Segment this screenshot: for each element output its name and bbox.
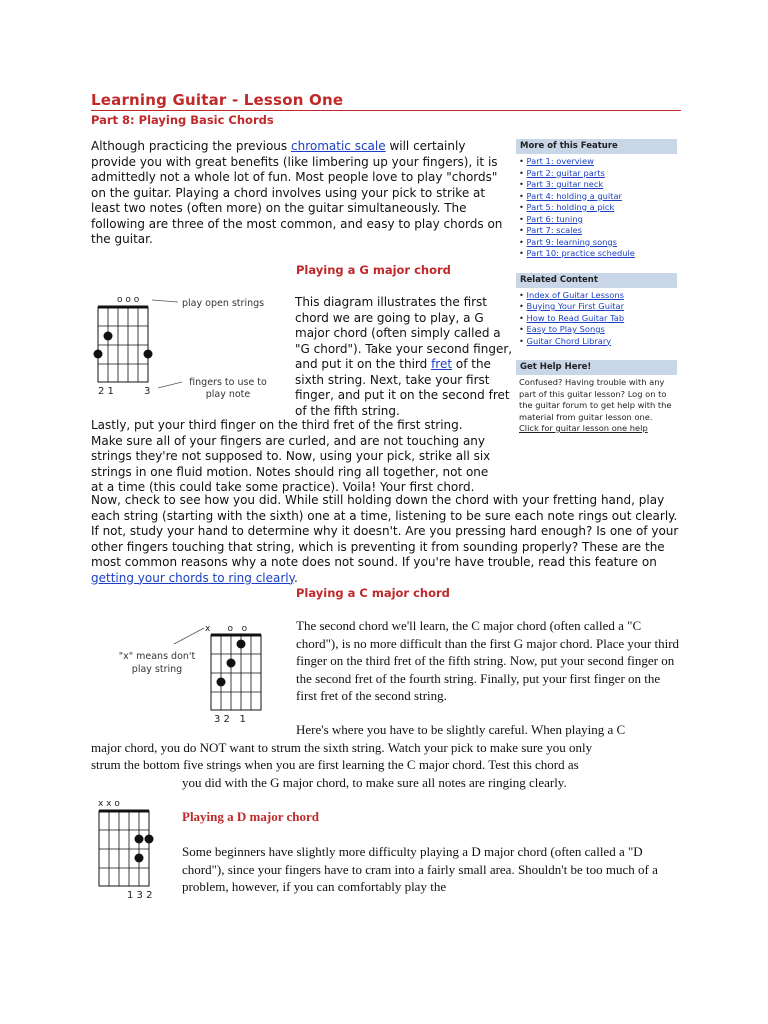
- fret-link[interactable]: fret: [431, 357, 453, 371]
- related-box-title: Related Content: [516, 273, 677, 288]
- c-fingering: 3 2 1: [214, 714, 246, 725]
- g-fingering-right: 3: [144, 386, 151, 397]
- c-chord-heading: Playing a C major chord: [296, 586, 450, 600]
- related-item[interactable]: • Easy to Play Songs: [519, 324, 677, 336]
- related-item[interactable]: • Index of Guitar Lessons: [519, 290, 677, 302]
- feature-item[interactable]: • Part 2: guitar parts: [519, 168, 677, 180]
- d-chord-heading: Playing a D major chord: [182, 809, 319, 824]
- feature-item[interactable]: • Part 6: tuning: [519, 214, 677, 226]
- related-list: [516, 290, 677, 348]
- sidebar: [516, 139, 677, 435]
- d-finger-dot: [135, 835, 144, 844]
- help-box-title: Get Help Here!: [516, 360, 677, 375]
- d-finger-dot: [135, 854, 144, 863]
- d-chord-diagram: [94, 796, 164, 906]
- feature-item[interactable]: • Part 4: holding a guitar: [519, 191, 677, 203]
- c-label-dont-play: "x" means don't play string: [118, 651, 196, 675]
- g-chord-paragraph-2: Lastly, put your third finger on the third fret of the first string. Make sure all of your fingers are curled, and are not touching any strings they're not supposed to. Now, using your pick, strike all six strings in one fluid motion. Notes should ring all together, not one at a time (this could take some practice). Voila! Your first chord.: [91, 418, 491, 494]
- related-item[interactable]: • Buying Your First Guitar: [519, 301, 677, 313]
- d-fingering: 1 3 2: [127, 890, 153, 901]
- title-divider: [91, 110, 681, 111]
- g-open-marks: o o o: [117, 295, 140, 305]
- g-fingering-left: 2 1: [98, 386, 114, 397]
- ring-clearly-link[interactable]: getting your chords to ring clearly: [91, 570, 295, 585]
- page-subtitle: Part 8: Playing Basic Chords: [91, 113, 274, 127]
- g-finger-dot: [94, 350, 103, 359]
- related-item[interactable]: • Guitar Chord Library: [519, 336, 677, 348]
- intro-paragraph: Although practicing the previous chromatic scale will certainly provide you with great benefits (like limbering up your fingers), it is admittedly not a whole lot of fun. Most people love to play "chords" on the guitar. Playing a chord involves using your pick to strike at least two notes (often more) on the guitar simultaneously. The following are three of the most common, and easy to play chords on the guitar.: [91, 139, 503, 246]
- c-label-pointer: [174, 628, 204, 644]
- c-chord-paragraph: The second chord we'll learn, the C major chord (often called a "C chord"), is no more difficult than the first G major chord. Place your third finger on the third fret of the fifth string. Now, put your second finger on the second fret of the fourth string. Finally, put your first finger on the first fret of the second string.: [296, 618, 680, 703]
- feature-item[interactable]: • Part 5: holding a pick: [519, 202, 677, 214]
- c-fretboard: [211, 635, 261, 710]
- related-item[interactable]: • How to Read Guitar Tab: [519, 313, 677, 325]
- g-chord-check-paragraph: Now, check to see how you did. While still holding down the chord with your fretting hand, play each string (starting with the sixth) one at a time, listening to be sure each note rings out clearly. If not, study your hand to determine why it doesn't. Are you pressing hard enough? Is one of your other fingers touching that string, which is preventing it from sounding properly? These are the most common reasons why a note does not sound. If you're have trouble, read this feature on getting your chords to ring clearly.: [91, 493, 679, 585]
- d-top-marks: x x o: [98, 799, 120, 809]
- g-label-open: play open strings: [182, 298, 265, 309]
- c-finger-dot: [227, 659, 236, 668]
- g-chord-heading: Playing a G major chord: [296, 263, 451, 277]
- d-chord-paragraph: Some beginners have slightly more difficulty playing a D major chord (often called a "D chord"), since your fingers have to cram into a fairly small area. Shouldn't be too much of a problem, however, if you can comfortably play the: [182, 844, 658, 894]
- d-fretboard: [99, 811, 149, 886]
- g-chord-paragraph: This diagram illustrates the first chord we are going to play, a G major chord (often simply called a "G chord"). Take your second finger, and put it on the third fret of the sixth string. Next, take your first finger, and put it on the second fret of the fifth string.: [295, 295, 513, 418]
- c-finger-dot: [217, 678, 226, 687]
- g-finger-dot: [144, 350, 153, 359]
- help-text: Confused? Having trouble with any part of this guitar lesson? Log on to the guitar forum to get help with the material from guitar lesson one.: [519, 377, 672, 422]
- feature-box-title: More of this Feature: [516, 139, 677, 154]
- c-top-marks: x o o: [205, 624, 248, 634]
- feature-item[interactable]: • Part 3: guitar neck: [519, 179, 677, 191]
- g-finger-dot: [104, 332, 113, 341]
- c-chord-paragraph-2: Here's where you have to be slightly careful. When playing a C major chord, you do NOT want to strum the sixth string. Watch your pick to make sure you only strum the bottom five strings when you are first learning the C major chord. Test this chord as you did with the G major chord, to make sure all notes are ringing clearly.: [91, 722, 626, 790]
- help-link[interactable]: Click for guitar lesson one help: [519, 423, 648, 433]
- d-finger-dot: [145, 835, 154, 844]
- feature-item[interactable]: • Part 9: learning songs: [519, 237, 677, 249]
- feature-list: [516, 156, 677, 260]
- g-fretboard: [98, 307, 148, 382]
- g-label-fingers: fingers to use to play note: [189, 377, 267, 400]
- feature-item[interactable]: • Part 10: practice schedule: [519, 248, 677, 260]
- page-title: Learning Guitar - Lesson One: [91, 91, 344, 109]
- chromatic-scale-link[interactable]: chromatic scale: [290, 139, 386, 153]
- g-fingers-pointer: [158, 382, 182, 388]
- g-label-pointer: [152, 300, 178, 302]
- feature-item[interactable]: • Part 1: overview: [519, 156, 677, 168]
- c-finger-dot: [237, 640, 246, 649]
- feature-item[interactable]: • Part 7: scales: [519, 225, 677, 237]
